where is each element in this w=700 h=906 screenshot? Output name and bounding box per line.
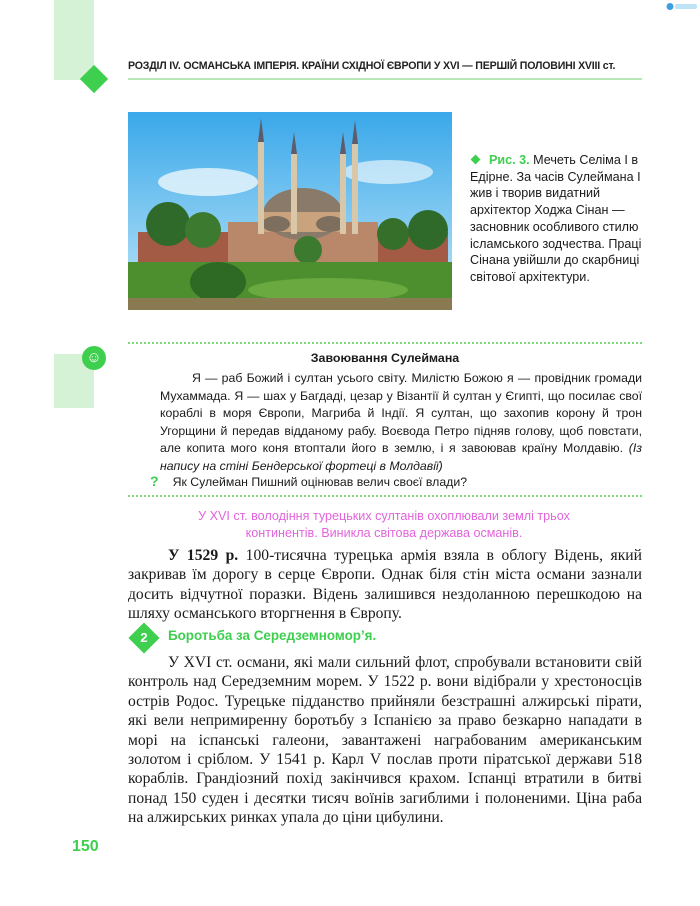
figure-label: Рис. 3. [489, 153, 530, 167]
document-source-icon: ☺ [82, 346, 106, 370]
section-number-badge [133, 627, 155, 649]
document-body: Я — раб Божий і султан усього світу. Милістю Божою я — провідник громади Мухаммада. Я — шах у Багдаді, цезар у Візантії й султан у Єгипті, що посилає свої кораблі в моря Європи, Магриба й Індії. Я султан, що захопив корону й трон Угорщини й передав відданому рабу. Воєвода Петро підняв голову, щоб повстати, але копита мого коня втоптали його в землю, і я завоював країну Молдавію. [160, 371, 642, 456]
document-source: (Із напису на стіні Бендерської фортеці в Молдавії) [160, 441, 642, 473]
top-margin-bar [54, 0, 94, 80]
document-top-border [128, 342, 642, 344]
caption-diamond-icon [471, 155, 481, 165]
section-number: 2 [140, 630, 148, 645]
chapter-header: РОЗДІЛ IV. ОСМАНСЬКА ІМПЕРІЯ. КРАЇНИ СХІДНОЇ ЄВРОПИ У XVI — ПЕРШІЙ ПОЛОВИНІ XVIII ст. [128, 60, 616, 72]
document-bottom-border [128, 495, 642, 497]
question-mark-icon: ? [150, 473, 159, 489]
document-title: Завоювання Сулеймана [310, 351, 460, 365]
page-number: 150 [72, 838, 99, 855]
paragraph-mediterranean: У XVI ст. османи, які мали сильний флот, спробували встановити свій контроль над Середземним морем. У 1522 р. вони відібрали у хрестоносців острів Родос. Турецьке підданство прийняли безстрашні алжирські пірати, які вели непримиренну боротьбу з Іспанією за право безкарно нападати в морі на іспанські галеони, завантажені награбованим американським золотом і сріблом. У 1541 р. Карл V послав проти піратської держави 518 кораблів. Грандіозний похід закінчився крахом. Іспанці втратили в битві понад 150 суден і десятки тисяч воїнів загиблими і полоненими. Ціна раба на алжирських ринках упала до ціни цибулини. [128, 654, 642, 827]
document-question [128, 473, 642, 489]
header-divider [128, 78, 642, 80]
section-title: Боротьба за Середземномор’я. [168, 628, 377, 643]
question-text: Як Сулейман Пишний оцінював велич своєї влади? [172, 475, 468, 489]
summary-conclusion: У XVI ст. володіння турецьких султанів охоплювали землі трьох континентів. Виникла світова держава османів. [198, 509, 570, 540]
figure-caption [470, 152, 642, 286]
paragraph-vienna-text: 100-тисячна турецька армія взяла в облогу Відень, який закривав їм дорогу в серце Європи. Однак біля стін міста османи зазнали досить відчутної поразки. Відень залишився нездоланною перешкодою на шляху османського вторгнення в Європу. [128, 547, 642, 623]
document-text [160, 370, 642, 476]
mosque-photo [128, 112, 452, 310]
publisher-logo-icon [666, 2, 698, 11]
paragraph-lead-date: У 1529 р. [168, 547, 239, 564]
paragraph-vienna [128, 546, 642, 624]
figure-caption-text: Мечеть Селіма І в Едірне. За часів Сулеймана І жив і творив видатний архітектор Ходжа Сінан — засновник особливого стилю ісламського зодчества. Праці Сінана увійшли до скарбниці світової архітектури. [470, 153, 642, 284]
